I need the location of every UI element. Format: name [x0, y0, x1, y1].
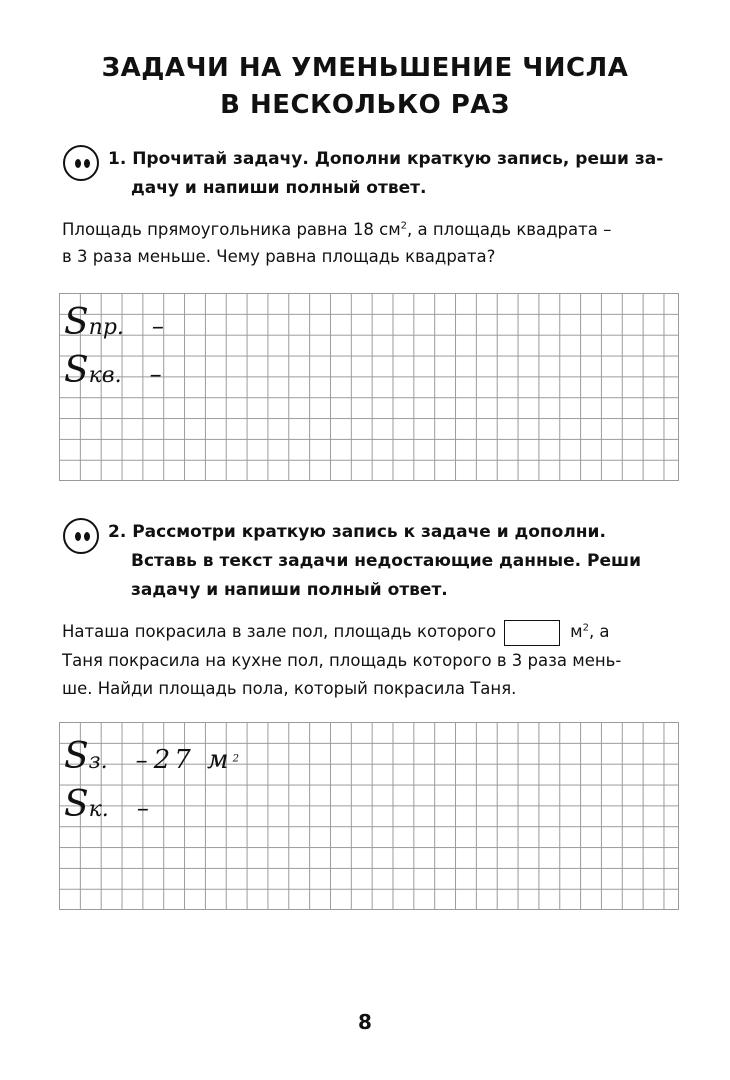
task1-text-line1: Площадь прямоугольника равна 18 $см^2$, а площадь квадрата – [62, 220, 612, 239]
short-note-rectangle-area: Sпр. – [64, 302, 164, 343]
short-note-square-area: Sкв. – [64, 350, 162, 391]
task2-text-line3: ше. Найди площадь пола, который покрасила Таня. [62, 679, 517, 698]
page-number: 8 [358, 1010, 372, 1034]
short-note-hall-floor: Sз. – 27 $м^2$ [64, 736, 239, 777]
task2-heading-line1: 2. Рассмотри краткую запись к задаче и дополни. [108, 522, 606, 542]
eyes-icon [63, 145, 99, 181]
task2-text-line1: Наташа покрасила в зале пол, площадь которого $м^2$, а [62, 617, 610, 646]
task2-heading-line2: Вставь в текст задачи недостающие данные. Реши [131, 551, 641, 571]
task1-heading-line2: дачу и напиши полный ответ. [131, 178, 427, 198]
task1-heading-line1: 1. Прочитай задачу. Дополни краткую запись, реши за- [108, 149, 664, 169]
page-title-line2: В НЕСКОЛЬКО РАЗ [220, 90, 510, 120]
eyes-icon [63, 518, 99, 554]
missing-value-box[interactable] [504, 620, 560, 646]
task2-text-line2: Таня покрасила на кухне пол, площадь которого в 3 раза мень- [62, 651, 622, 670]
short-note-kitchen-floor: Sк. – [64, 784, 149, 825]
page-title-line1: ЗАДАЧИ НА УМЕНЬШЕНИЕ ЧИСЛА [101, 53, 629, 83]
task1-text-line2: в 3 раза меньше. Чему равна площадь квадрата? [62, 247, 496, 266]
task2-heading-line3: задачу и напиши полный ответ. [131, 580, 448, 600]
